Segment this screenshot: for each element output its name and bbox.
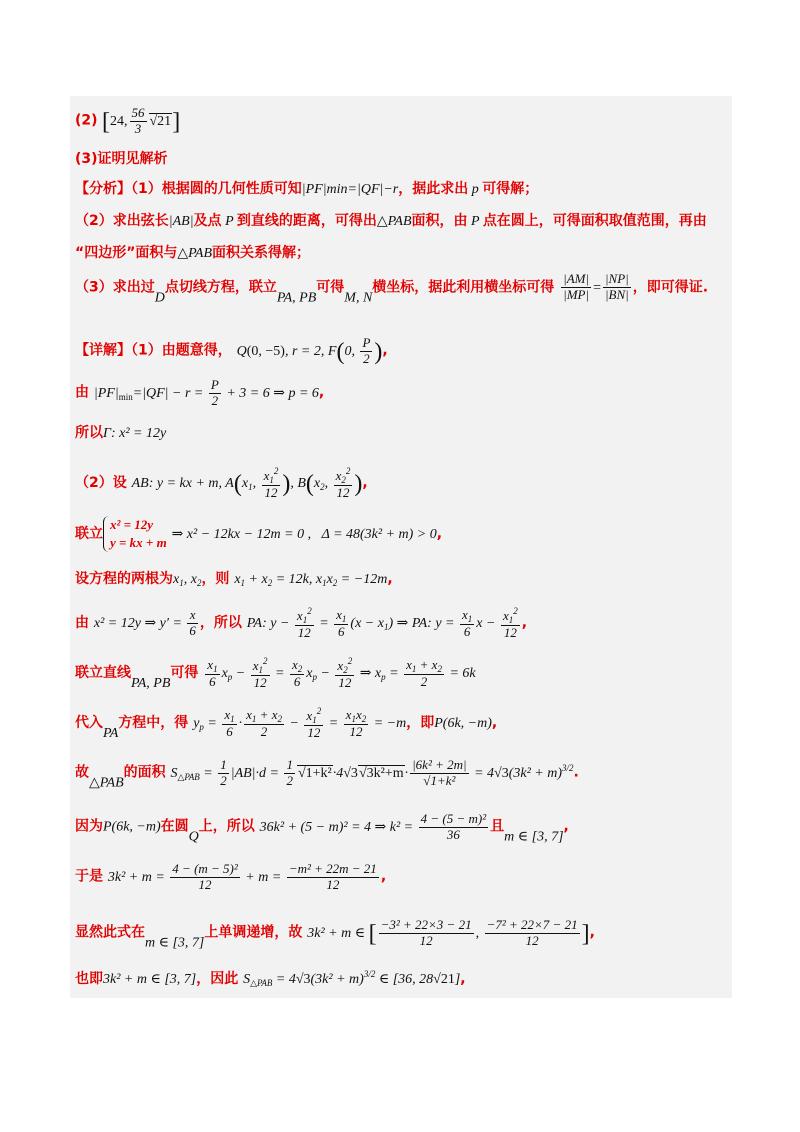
analysis-title: 【分析】 — [75, 181, 131, 197]
detail-line-4: （2）设 AB: y = kx + m, $A(x_1$, $\frac{x_1^2}{12}$ ), $B(x_2$, $\frac{x_2^2}{12}$ ), — [75, 466, 368, 501]
detail-line-6: 设方程的两根为$x_1$, $x_2$，则 $x_1 + x_2 = 12k$, $x_1x_2 = -12m$, — [75, 571, 393, 588]
detail-line-8: 联立直线PA, PB可得 $\frac{x_1}{6}$ $x_p$ − $\frac{x_1^2}{12}$ = $\frac{x_2}{6}$ $x_p$ − $\frac{x_2^2}{12}$ ⇒ $x_p$ = $\frac{x_1 + x_2}{2}$ = 6k — [75, 656, 476, 691]
detail-line-11: 因为P(6k, −m)在圆Q上，所以 36k² + (5 − m)² = 4 ⇒ k² = $\frac{\text{4 − (5 − m)²}}{36}$ 且m ∈ [3, 7], — [75, 811, 569, 845]
answer-2-label: (2) — [75, 112, 98, 129]
analysis-line-4: （3）求出过D点切线方程，联立PA, PB可得M, N横坐标，据此利用横坐标可得 $\frac{|AM|}{|MP|}$ = $\frac{|NP|}{|BN|}$ ，即可得证. — [75, 271, 709, 306]
detail-line-13: 显然此式在m ∈ [3, 7]上单调递增，故 3k² + m ∈ [ $\frac{\text{−3² + 22×3 − 21}}{12}$ , $\frac{\text{−7² + 22×7 − 21}}{12}$ ], — [75, 917, 595, 951]
parabola-equation: Γ: x² = 12y — [103, 426, 167, 441]
detail-line-5: 联立 x² = 12y y = kx + m ⇒ x² − 12kx − 12m = 0 , Δ = 48(3k² + m) > 0, — [75, 516, 442, 552]
detail-line-2: 由 $|PF|_{min}=|QF| - r$ = $\frac{P}{2}$ + 3 = 6 ⇒ p = 6, — [75, 377, 325, 408]
answer-2: (2) [24, $\frac{56}{3}$ √21] — [75, 105, 181, 136]
detail-line-7: 由 x² = 12y ⇒ y′ = $\frac{x}{6}$ ，所以 PA: y − $\frac{x_1^2}{12}$ = $\frac{x_1}{6}$ $(x - x_1)$ ⇒ PA: y = $\frac{x_1}{6}$ x − $\frac{x_1^2}{12}$ , — [75, 606, 528, 641]
detail-line-10: 故△PAB的面积 $S_{\triangle PAB}$ = $\frac{1}{2}$ |AB|·d = $\frac{1}{2}$ √1+k²·4√3√3k²+m· $\frac{\text{|6k² + 2m|}}{\text{√1+k²}}$ = $4√3(3k^2 + m)^{3/2}$. — [75, 757, 579, 791]
detail-line-1: 【详解】（1）由题意得， Q(0, −5), r = 2, F(0, $\frac{P}{2}$ ), — [75, 335, 388, 366]
detail-line-14: 也即3k² + m ∈ [3, 7]，因此 $S_{\triangle PAB} = 4√3(3k^2 + m)^{3/2}$ ∈ [36, 28√21], — [75, 969, 466, 988]
analysis-line-1: 【分析】（1）根据圆的几何性质可知|PF|min=|QF|−r，据此求出 p 可得解； — [75, 181, 539, 197]
answer-3: (3)证明见解析 — [75, 151, 168, 167]
analysis-line-2: （2）求出弦长|AB|及点 P 到直线的距离，可得出△PAB面积，由 P 点在圆上，可得面积取值范围，再由 — [75, 213, 707, 229]
detail-line-3: 所以Γ: x² = 12y — [75, 425, 167, 441]
detail-line-12: 于是 3k² + m = $\frac{\text{4 − (m − 5)²}}{12}$ + m = $\frac{\text{−m² + 22m − 21}}{12}$ , — [75, 861, 387, 892]
detail-title: 【详解】 — [75, 342, 131, 359]
analysis-line-3: “四边形”面积与△PAB面积关系得解； — [75, 245, 311, 261]
detail-line-9: 代入PA方程中，得 $y_p$ = $\frac{x_1}{6}$ · $\frac{x_1 + x_2}{2}$ − $\frac{x_1^2}{12}$ = $\frac{x_1x_2}{12}$ = −m，即P(6k, −m), — [75, 706, 498, 741]
analysis-formula-1: |PF|min=|QF|−r — [301, 182, 399, 197]
